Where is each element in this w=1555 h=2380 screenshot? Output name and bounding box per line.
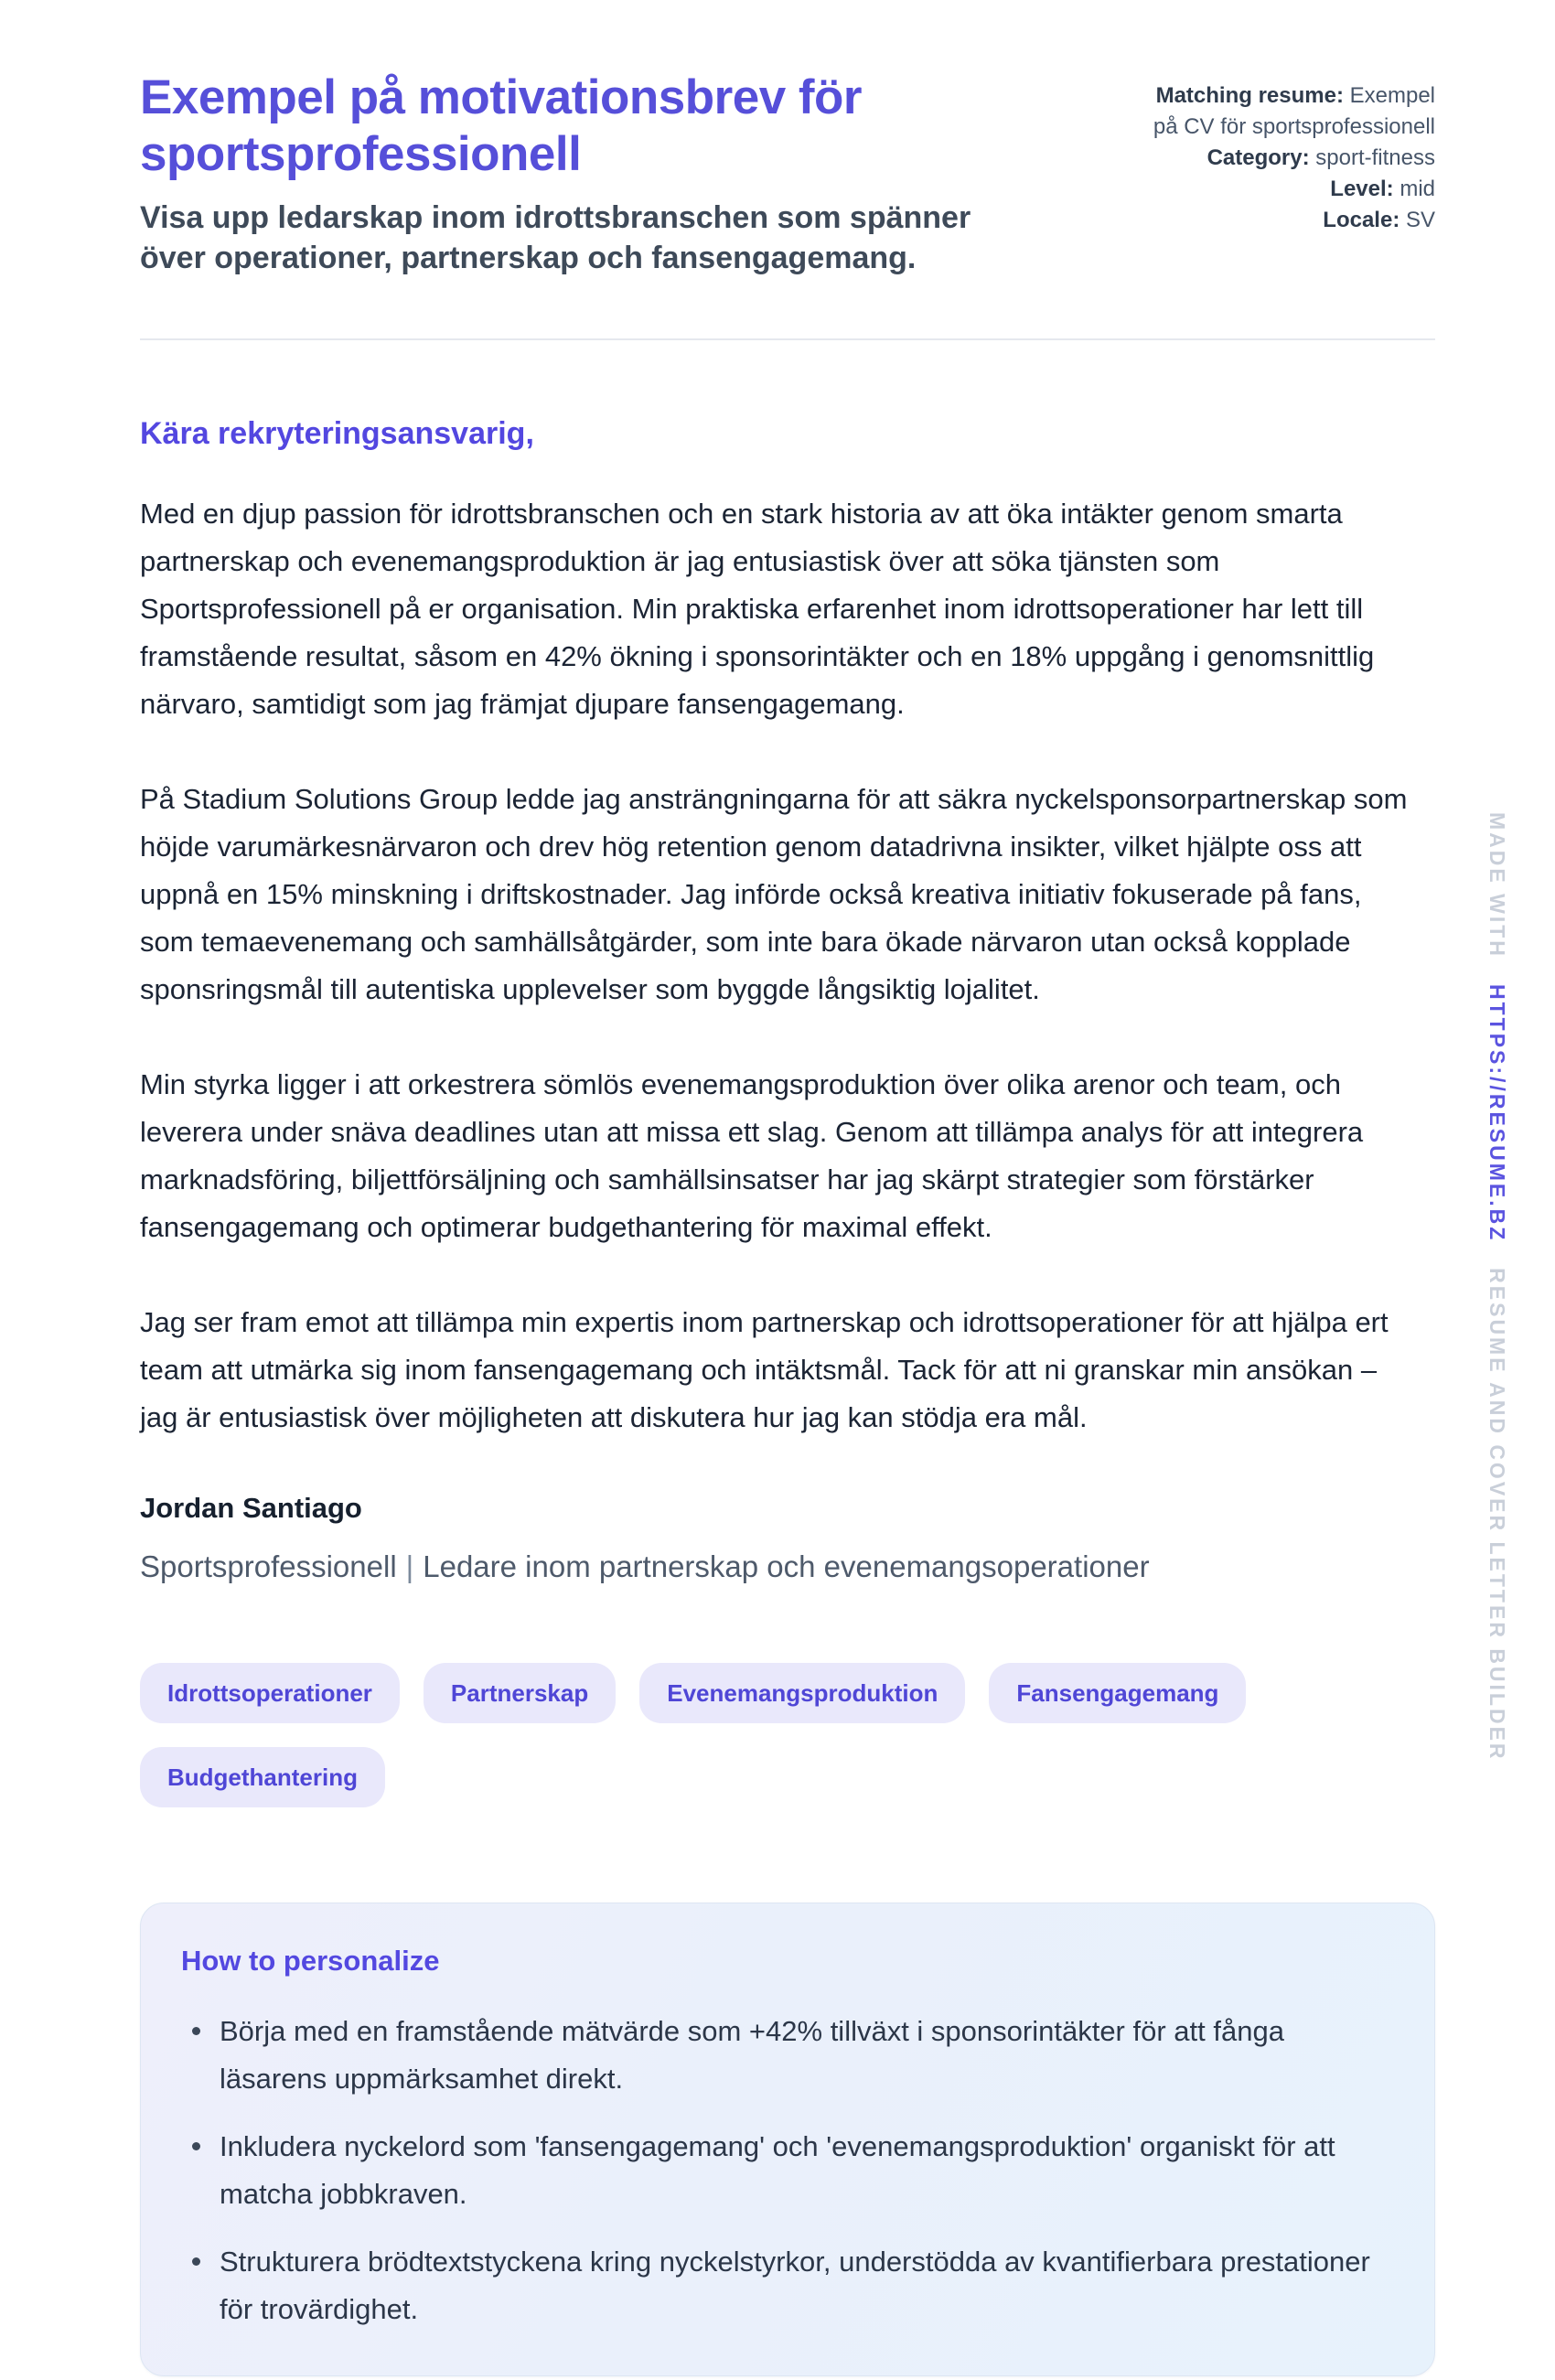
meta-category [1144,143,1435,174]
watermark-prefix: MADE WITH [1485,812,1509,959]
letter-body [140,413,1435,1588]
meta-label: Level: [1330,177,1394,201]
letter-paragraph: Med en djup passion för idrottsbranschen och en stark historia av att öka intäkter genom smarta partnerskap och evenemangsproduktion är jag entusiastisk över att söka tjänsten som Sportsprofessionell på er organisation. Min praktiska erfarenhet inom idrottsoperationer har lett till framstående resultat, såsom en 42% ökning i sponsorintäkter och en 18% uppgång i genomsnittlig närvaro, samtidigt som jag främjat djupare fansengagemang. [140,498,1375,720]
tips-item-text: Inkludera nyckelord som 'fansengagemang' och 'evenemangsproduktion' organiskt för att matcha jobbkraven. [220,2130,1335,2210]
tips-item-text: Börja med en framstående mätvärde som +42% tillväxt i sponsorintäkter för att fånga läsarens uppmärksamhet direkt. [220,2015,1284,2095]
meta-value: Exempel på CV för sportsprofessionell [1153,83,1435,139]
meta-panel [1144,70,1435,236]
meta-label: Category: [1206,145,1310,170]
meta-value: SV [1405,208,1435,232]
signature-separator: | [405,1549,414,1583]
meta-label: Matching resume: [1155,83,1344,108]
page-subtitle: Visa upp ledarskap inom idrottsbranschen som spänner över operationer, partnerskap och fansengagemang. [140,200,971,275]
meta-matching-resume [1144,80,1435,143]
signature-title: Ledare inom partnerskap och evenemangsoperationer [423,1549,1150,1583]
letter-paragraph: Jag ser fram emot att tillämpa min expertis inom partnerskap och idrottsoperationer för att hjälpa ert team att utmärka sig inom fansengagemang och intäktsmål. Tack för att ni granskar min ansökan – jag är entusiastisk över möjligheten att diskutera hur jag kan stödja era mål. [140,1306,1389,1433]
letter-paragraph: På Stadium Solutions Group ledde jag ansträngningarna för att säkra nyckelsponsorpartnerskap som höjde varumärkesnärvaron och drev hög retention genom datadrivna insikter, vilket hjälpte oss att uppnå en 15% minskning i driftskostnader. Jag införde också kreativa initiativ fokuserade på fans, som temaevenemang och samhällsåtgärder, som inte bara ökade närvaron utan också kopplade sponsringsmål till autentiska upplevelser som byggde långsiktig lojalitet. [140,783,1408,1005]
letter-greeting: Kära rekryteringsansvarig, [140,416,534,451]
meta-value: sport-fitness [1315,145,1435,170]
personalize-tips-card [140,1903,1435,2376]
tips-title: How to personalize [181,1945,440,1977]
meta-level [1144,174,1435,205]
header-divider [140,338,1435,340]
title-block [140,70,1000,278]
letter-paragraph: Min styrka ligger i att orkestrera sömlös evenemangsproduktion över olika arenor och team, och leverera under snäva deadlines utan att missa ett slag. Genom att tillämpa analys för att integrera marknadsföring, biljettförsäljning och samhällsinsatser har jag skärpt strategier som förstärker fansengagemang och optimerar budgethantering för maximal effekt. [140,1068,1364,1243]
skill-tag: Idrottsoperationer [140,1663,400,1723]
signature-name: Jordan Santiago [140,1492,362,1524]
signature-role: Sportsprofessionell [140,1549,397,1583]
meta-label: Locale: [1323,208,1400,232]
tips-item [181,2008,1370,2103]
skill-tag: Fansengagemang [989,1663,1246,1723]
meta-locale [1144,205,1435,236]
page-header [140,70,1435,278]
tips-item [181,2238,1370,2333]
watermark-suffix: RESUME AND COVER LETTER BUILDER [1485,1268,1509,1762]
resume-bz-link[interactable]: HTTPS://RESUME.BZ [1485,983,1509,1243]
tips-list [181,2008,1390,2333]
page-title: Exempel på motivationsbrev för sportsprofessionell [140,70,863,181]
tips-item [181,2123,1370,2218]
meta-value: mid [1400,177,1435,201]
made-with-watermark [1485,812,1509,1762]
skill-tag: Partnerskap [424,1663,616,1723]
skill-tag: Budgethantering [140,1747,385,1807]
skill-tags [140,1663,1435,1807]
skill-tag: Evenemangsproduktion [639,1663,965,1723]
tips-item-text: Strukturera brödtextstyckena kring nyckelstyrkor, understödda av kvantifierbara prestationer för trovärdighet. [220,2246,1370,2325]
signature-role-line [140,1546,1435,1588]
